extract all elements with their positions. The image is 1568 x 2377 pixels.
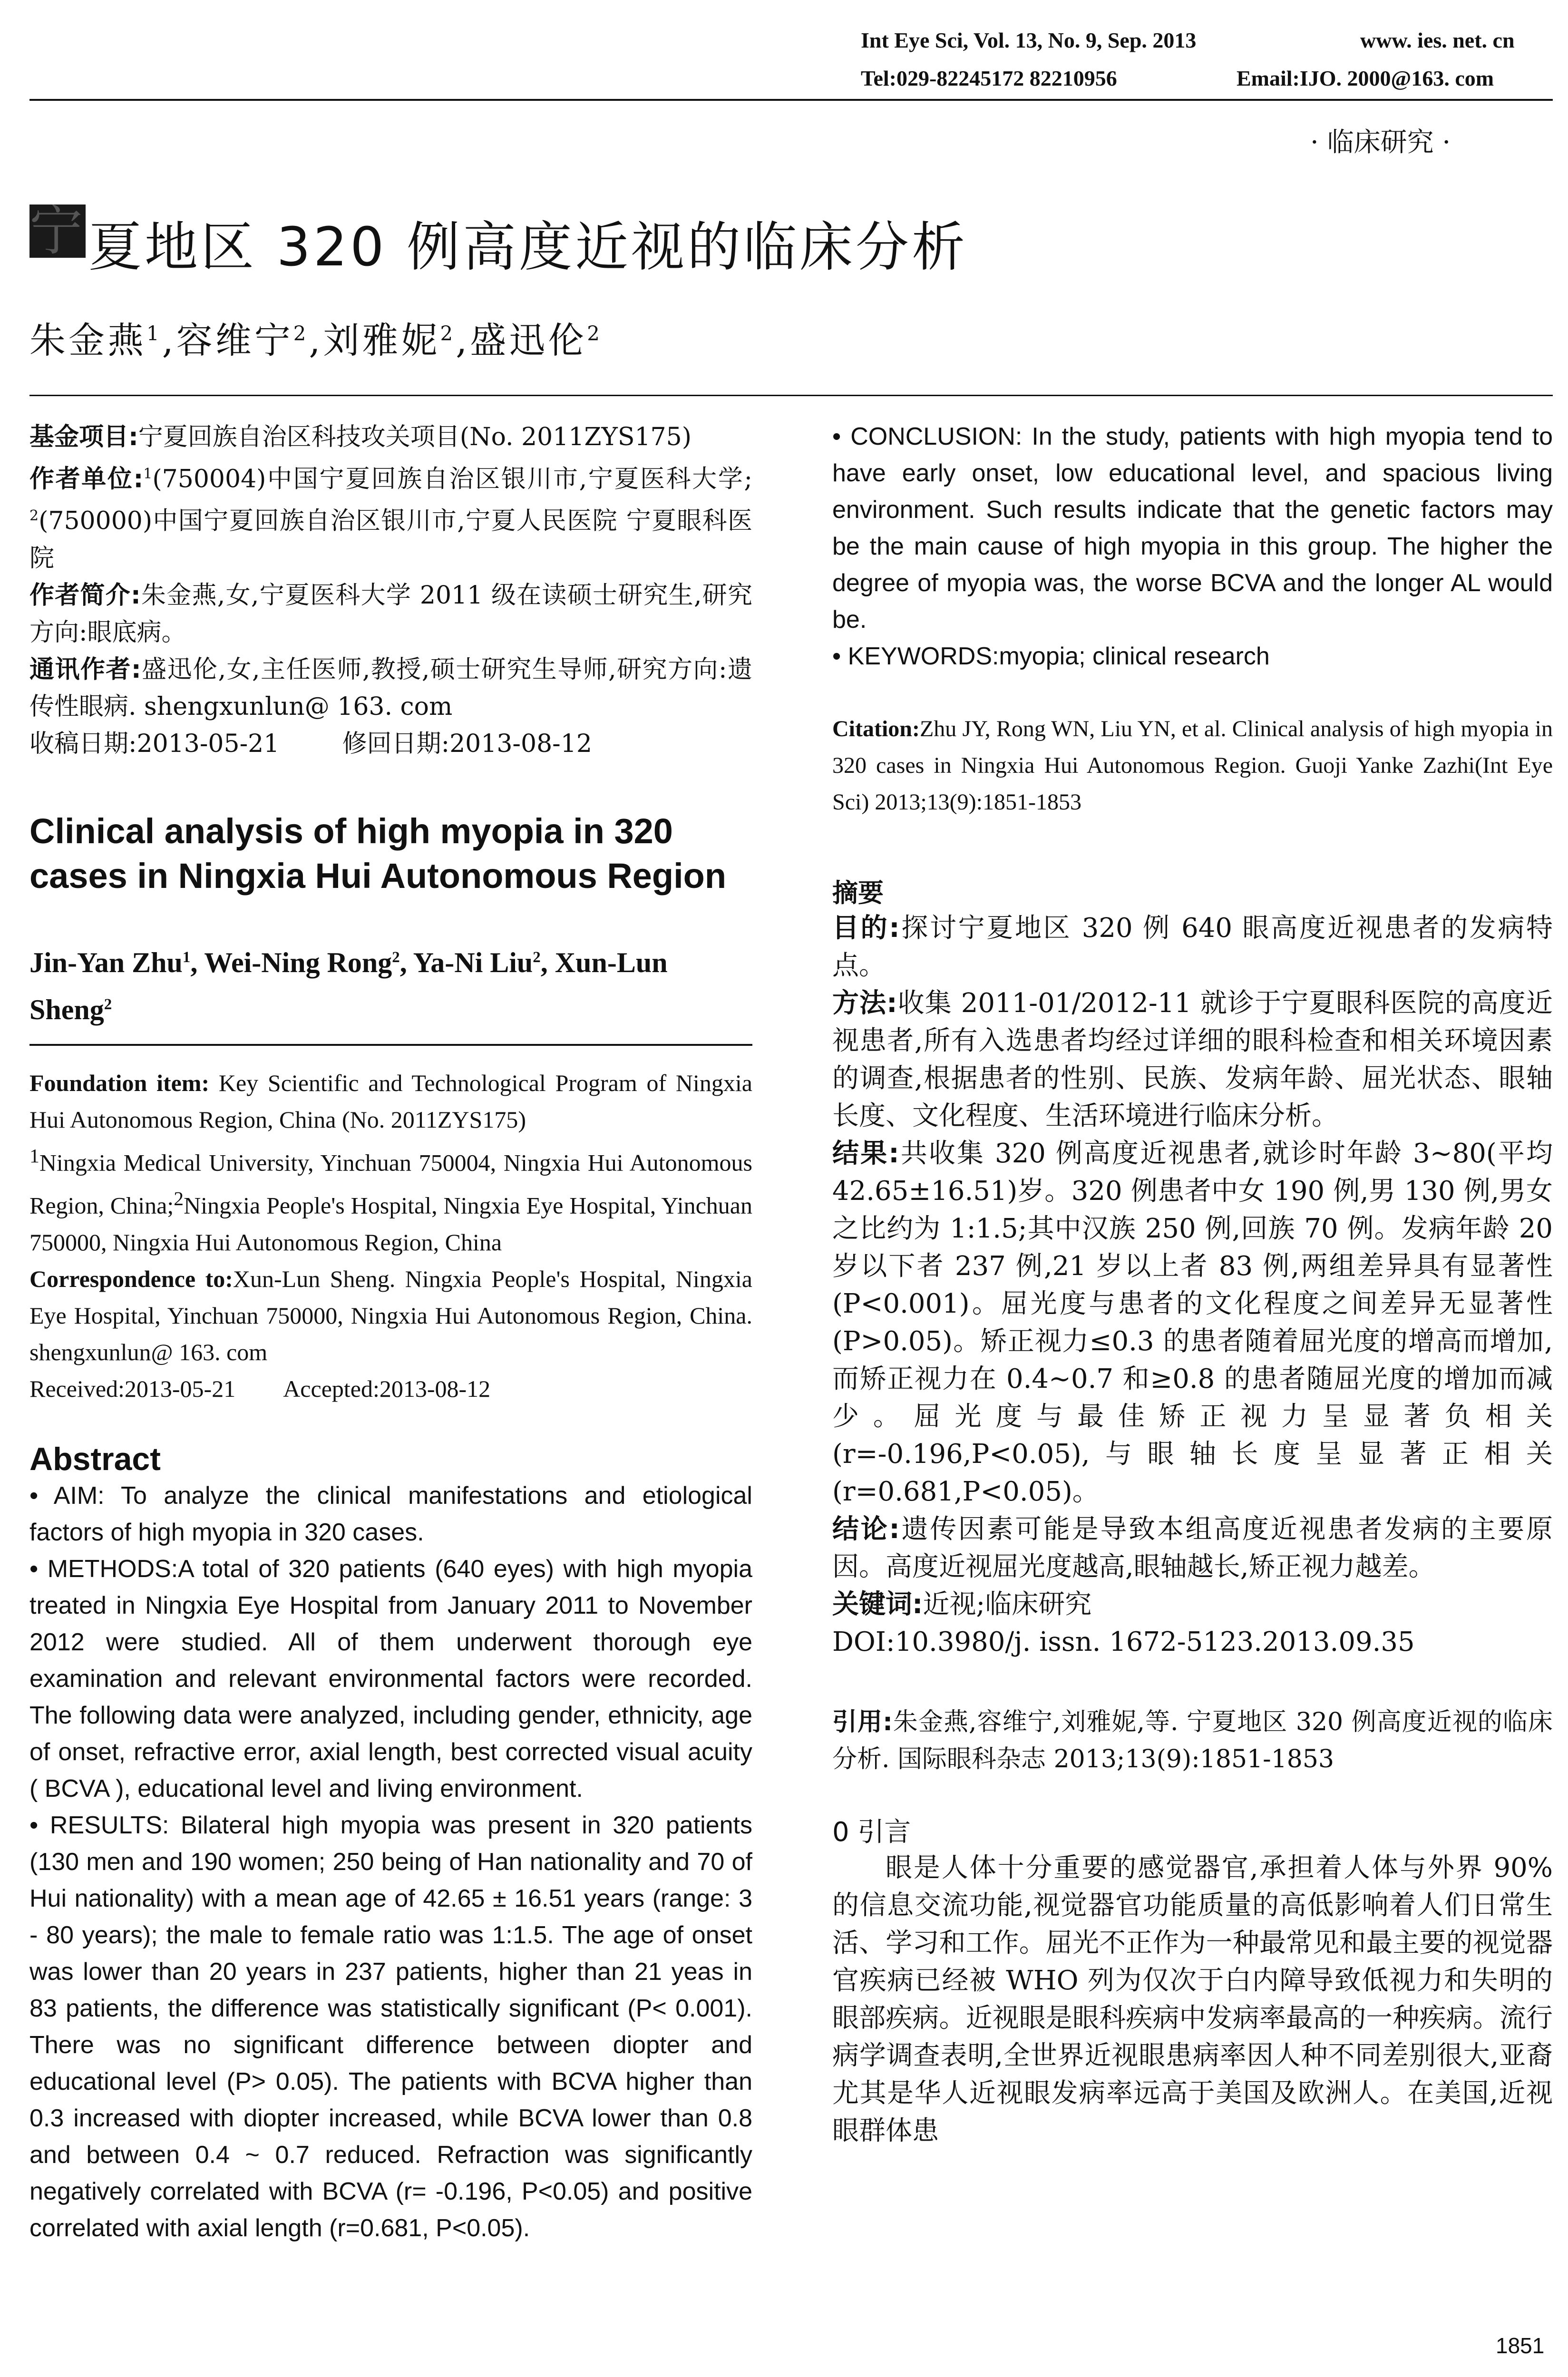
title-rule xyxy=(29,395,1553,396)
intro-heading: 0 引言 xyxy=(832,1817,911,1848)
citation-cn: 引用:朱金燕,容维宁,刘雅妮,等. 宁夏地区 320 例高度近视的临床分析. 国际眼科杂志 2013;13(9):1851-1853 xyxy=(832,1708,1553,1773)
foundation-en: Foundation item: Key Scientific and Technological Program of Ningxia Hui Autonomous Region, China (No. 2011ZYS175) xyxy=(29,1069,752,1133)
authors-cn: 朱金燕$^1$,容维宁$^2$,刘雅妮$^2$,盛迅伦$^2$ xyxy=(29,319,603,361)
title-first-char: 宁 xyxy=(29,200,86,262)
author-cn-4-sup: 2 xyxy=(587,321,603,345)
dates-en: Received:2013-05-21 Accepted:2013-08-12 xyxy=(29,1375,491,1402)
author-cn-3-sup: 2 xyxy=(440,321,456,345)
journal-info: Int Eye Sci, Vol. 13, No. 9, Sep. 2013 xyxy=(861,28,1197,52)
doi[interactable]: DOI:10.3980/j. issn. 1672-5123.2013.09.35 xyxy=(832,1627,1415,1657)
author-cn-2-sup: 2 xyxy=(293,321,309,345)
correspondence-cn: 通讯作者:盛迅伦,女,主任医师,教授,硕士研究生导师,研究方向:遗传性眼病. shengxunlun@ 163. com xyxy=(29,655,753,721)
unit-info-cn: 作者单位:$^1$(750004)中国宁夏回族自治区银川市,宁夏医科大学; $^2$(750000)中国宁夏回族自治区银川市,宁夏人民医院 宁夏眼科医院 xyxy=(29,465,752,573)
author-intro-cn: 作者简介:朱金燕,女,宁夏医科大学 2011 级在读硕士研究生,研究方向:眼底病。 xyxy=(29,581,753,647)
intro-paragraph: 眼是人体十分重要的感觉器官,承担着人体与外界 90% 的信息交流功能,视觉器官功能质量的高低影响着人们日常生活、学习和工作。屈光不正作为一种最常见和最主要的视觉器官疾病已经被 WHO 列为仅次于白内障导致低视力和失明的眼部疾病。近视眼是眼科疾病中发病率最高的一种疾病。流行病学调查表明,全世界近视眼患病率因人种不同差别很大,亚裔尤其是华人近视眼发病率远高于美国及欧洲人。在美国,近视眼群体患 xyxy=(832,1852,1553,2146)
authors-en: Jin-Yan Zhu$^1$, Wei-Ning Rong$^2$, Ya-Ni Liu$^2$, Xun-Lun Sheng$^2$ xyxy=(29,946,668,1025)
abstract-aim: • AIM: To analyze the clinical manifestations and etiological factors of high myopia in 320 cases. xyxy=(29,1481,752,1546)
author-cn-1-sup: 1 xyxy=(146,321,162,345)
article-title-cn xyxy=(29,200,968,281)
author-cn-3: 刘雅妮 xyxy=(323,319,440,361)
author-cn-1: 朱金燕 xyxy=(29,319,146,361)
cn-abstract-results: 结果:共收集 320 例高度近视患者,就诊时年龄 3~80(平均 42.65±16.51)岁。320 例患者中女 190 例,男 130 例,男女之比约为 1:1.5;其中汉族 250 例,回族 70 例。发病年龄 20 岁以下者 237 例,21 岁以上者 83 例,两组差异具有显著性(P<0.001)。屈光度与患者的文化程度之间差异无显著性(P>0.05)。矫正视力≤0.3 的患者随着屈光度的增高而增加,而矫正视力在 0.4~0.7 和≥0.8 的患者随屈光度的增加而减少。屈光度与最佳矫正视力呈显著负相关(r=-0.196,P<0.05),与眼轴长度呈显著正相关(r=0.681,P<0.05)。 xyxy=(832,1138,1553,1507)
abstract-heading: Abstract xyxy=(29,1441,161,1477)
cn-abstract-conclusion: 结论:遗传因素可能是导致本组高度近视患者发病的主要原因。高度近视屈光度越高,眼轴越长,矫正视力越差。 xyxy=(832,1514,1553,1582)
journal-email[interactable]: Email:IJO. 2000@163. com xyxy=(1237,66,1494,90)
section-tag: · 临床研究 · xyxy=(1310,127,1451,158)
author-cn-4: 盛迅伦 xyxy=(470,319,587,361)
dates-cn: 收稿日期:2013-05-21 修回日期:2013-08-12 xyxy=(29,729,592,758)
left-column xyxy=(29,419,752,2247)
page-number: 1851 xyxy=(1496,2333,1545,2358)
correspondence-en: Correspondence to:Xun-Lun Sheng. Ningxia People's Hospital, Ningxia Eye Hospital, Yinchuan 750000, Ningxia Hui Autonomous Region, China. shengxunlun@ 163. com xyxy=(29,1265,752,1365)
article-title-en: Clinical analysis of high myopia in 320 cases in Ningxia Hui Autonomous Region xyxy=(29,811,727,896)
author-cn-2: 容维宁 xyxy=(176,319,293,361)
title-rest: 夏地区 320 例高度近视的临床分析 xyxy=(88,216,968,278)
abstract-methods: • METHODS:A total of 320 patients (640 eyes) with high myopia treated in Ningxia Eye Hospital from January 2011 to November 2012 were studied. All of them underwent thorough eye examination and relevant environmental factors were recorded. The following data were analyzed, including gender, ethnicity, age of onset, refractive error, axial length, best corrected visual acuity ( BCVA ), educational level and living environment. xyxy=(29,1555,752,1802)
abstract-keywords: • KEYWORDS:myopia; clinical research xyxy=(832,643,1270,670)
affiliations-en: $^1$Ningxia Medical University, Yinchuan 750004, Ningxia Hui Autonomous Region, China;$^2$Ningxia People's Hospital, Ningxia Eye Hospital, Yinchuan 750000, Ningxia Hui Autonomous Region, China xyxy=(29,1145,752,1256)
cn-abstract-aim: 目的:探讨宁夏地区 320 例 640 眼高度近视患者的发病特点。 xyxy=(832,913,1553,981)
journal-website[interactable]: www. ies. net. cn xyxy=(1360,28,1515,52)
header-rule xyxy=(29,99,1553,101)
abstract-conclusion: • CONCLUSION: In the study, patients with high myopia tend to have early onset, low educational level, and spacious living environment. Such results indicate that the genetic factors may be the main cause of high myopia in this group. The higher the degree of myopia was, the worse BCVA and the longer AL would be. xyxy=(832,423,1553,633)
cn-abstract-keywords: 关键词:近视;临床研究 xyxy=(832,1589,1092,1620)
abstract-results: • RESULTS: Bilateral high myopia was present in 320 patients (130 men and 190 women; 250 being of Han nationality and 70 of Hui nationality) with a mean age of 42.65 ± 16.51 years (range: 3 - 80 years); the male to female ratio was 1:1.5. The age of onset was lower than 20 years in 237 patients, higher than 21 yeas in 83 patients, the difference was statistically significant (P< 0.001). There was no significant difference between diopter and educational level (P> 0.05). The patients with BCVA higher than 0.3 increased with diopter increased, while BCVA lower than 0.8 and between 0.4 ~ 0.7 reduced. Refraction was significantly negatively correlated with BCVA (r= -0.196, P<0.05) and positive correlated with axial length (r=0.681, P<0.05). xyxy=(29,1811,752,2242)
right-column xyxy=(832,419,1553,2150)
fund-info-cn: 基金项目:宁夏回族自治区科技攻关项目(No. 2011ZYS175) xyxy=(29,423,691,451)
citation-en: Citation:Zhu JY, Rong WN, Liu YN, et al. Clinical analysis of high myopia in 320 cases in Ningxia Hui Autonomous Region. Guoji Yanke Zazhi(Int Eye Sci) 2013;13(9):1851-1853 xyxy=(832,716,1553,815)
cn-abstract-heading: 摘要 xyxy=(832,878,884,908)
cn-abstract-methods: 方法:收集 2011-01/2012-11 就诊于宁夏眼科医院的高度近视患者,所有入选患者均经过详细的眼科检查和相关环境因素的调查,根据患者的性别、民族、发病年龄、屈光状态、眼轴长度、文化程度、生活环境进行临床分析。 xyxy=(832,988,1553,1131)
journal-tel: Tel:029-82245172 82210956 xyxy=(861,66,1117,90)
authors-en-rule xyxy=(29,1044,752,1046)
